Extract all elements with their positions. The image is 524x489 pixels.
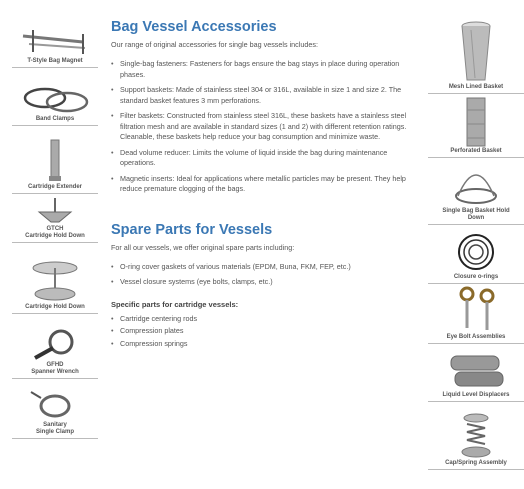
list-item: • Compression springs (111, 339, 411, 350)
cartridge-hold-down-image (15, 258, 95, 304)
bag-accessories-intro: Our range of original accessories for single bag vessels includes: (111, 40, 318, 49)
thumb-cartridge-extender (12, 138, 98, 194)
bag-accessories-list (111, 59, 411, 195)
liquid-displacers-image (431, 352, 521, 392)
spare-parts-list (111, 262, 411, 288)
caption-perforated-basket: Perforated Basket (428, 148, 524, 158)
caption-cartridge-extender: Cartridge Extender (12, 184, 98, 194)
list-item: • Compression plates (111, 326, 411, 337)
caption-cap-spring: Cap/Spring Assembly (428, 460, 524, 470)
thumb-cap-spring (428, 410, 524, 470)
cartridge-extender-image (15, 138, 95, 184)
eye-bolt-image (431, 286, 521, 334)
cap-spring-image (431, 410, 521, 460)
caption-mesh-basket: Mesh Lined Basket (428, 84, 524, 94)
thumb-gtch (12, 198, 98, 243)
caption-t-style-magnet: T-Style Bag Magnet (12, 58, 98, 68)
basket-hold-down-image (431, 158, 521, 208)
list-item: • Dead volume reducer: Limits the volume of liquid inside the bag during maintenance operations. (111, 148, 411, 169)
specific-parts-heading: Specific parts for cartridge vessels: (111, 299, 239, 309)
thumb-band-clamps (12, 82, 98, 126)
caption-basket-hold-line1: Single Bag Basket Hold (442, 208, 510, 214)
caption-band-clamps: Band Clamps (12, 116, 98, 126)
thumb-gfhd (12, 328, 98, 379)
thumb-t-style-magnet (12, 22, 98, 68)
gtch-hold-down-image (15, 198, 95, 226)
perforated-basket-image (431, 96, 521, 148)
caption-closure-orings: Closure o-rings (428, 274, 524, 284)
band-clamps-image (15, 82, 95, 116)
spare-parts-title: Spare Parts for Vessels (111, 221, 273, 238)
caption-gtch-code: GTCH (46, 226, 64, 232)
list-item: • O-ring cover gaskets of various materials (EPDM, Buna, FKM, FEP, etc.) (111, 262, 411, 273)
thumb-closure-orings (428, 232, 524, 284)
list-item: • Single-bag fasteners: Fasteners for bags ensure the bag stays in place during operation phases. (111, 59, 411, 80)
thumb-liquid-displacers (428, 352, 524, 402)
thumb-basket-hold-down (428, 158, 524, 225)
main-content (111, 18, 411, 351)
list-item: • Support baskets: Made of stainless steel 304 or 316L, available in size 1 and size 2. The standard basket features 3 mm perforations. (111, 85, 411, 106)
list-item: • Cartridge centering rods (111, 314, 411, 325)
spare-parts-intro: For all our vessels, we offer original spare parts including: (111, 242, 295, 252)
caption-sanitary: Single Clamp (12, 429, 98, 439)
thumb-perforated-basket (428, 96, 524, 158)
bag-accessories-title: Bag Vessel Accessories (111, 19, 277, 35)
mesh-basket-image (431, 20, 521, 84)
caption-cartridge-hold-down: Cartridge Hold Down (12, 304, 98, 314)
spanner-wrench-image (15, 328, 95, 362)
caption-liquid-displacers: Liquid Level Displacers (428, 392, 524, 402)
sanitary-clamp-image (15, 388, 95, 422)
caption-gfhd: Spanner Wrench (12, 369, 98, 379)
thumb-mesh-basket (428, 20, 524, 94)
closure-orings-image (431, 232, 521, 274)
specific-parts-list (111, 314, 411, 350)
t-style-magnet-image (15, 22, 95, 58)
thumb-cartridge-hold-down (12, 258, 98, 314)
caption-eye-bolts: Eye Bolt Assemblies (428, 334, 524, 344)
caption-basket-hold: Down (428, 215, 524, 225)
thumb-eye-bolts (428, 286, 524, 344)
list-item: • Filter baskets: Constructed from stainless steel 316L, these baskets have a stainless steel filtration mesh and are available in standard sizes (1 and 2) with different retention ratings. Cleanable, these baskets help reduce your bag consumption and minimize waste. (111, 111, 411, 143)
caption-gtch: Cartridge Hold Down (12, 233, 98, 243)
list-item: • Magnetic inserts: Ideal for applications where metallic particles may be present. They help reduce premature clogging of the bags. (111, 174, 411, 195)
thumb-sanitary-clamp (12, 388, 98, 439)
caption-sanitary-line1: Sanitary (43, 422, 67, 428)
list-item: • Vessel closure systems (eye bolts, clamps, etc.) (111, 277, 411, 288)
caption-gfhd-code: GFHD (46, 362, 64, 368)
